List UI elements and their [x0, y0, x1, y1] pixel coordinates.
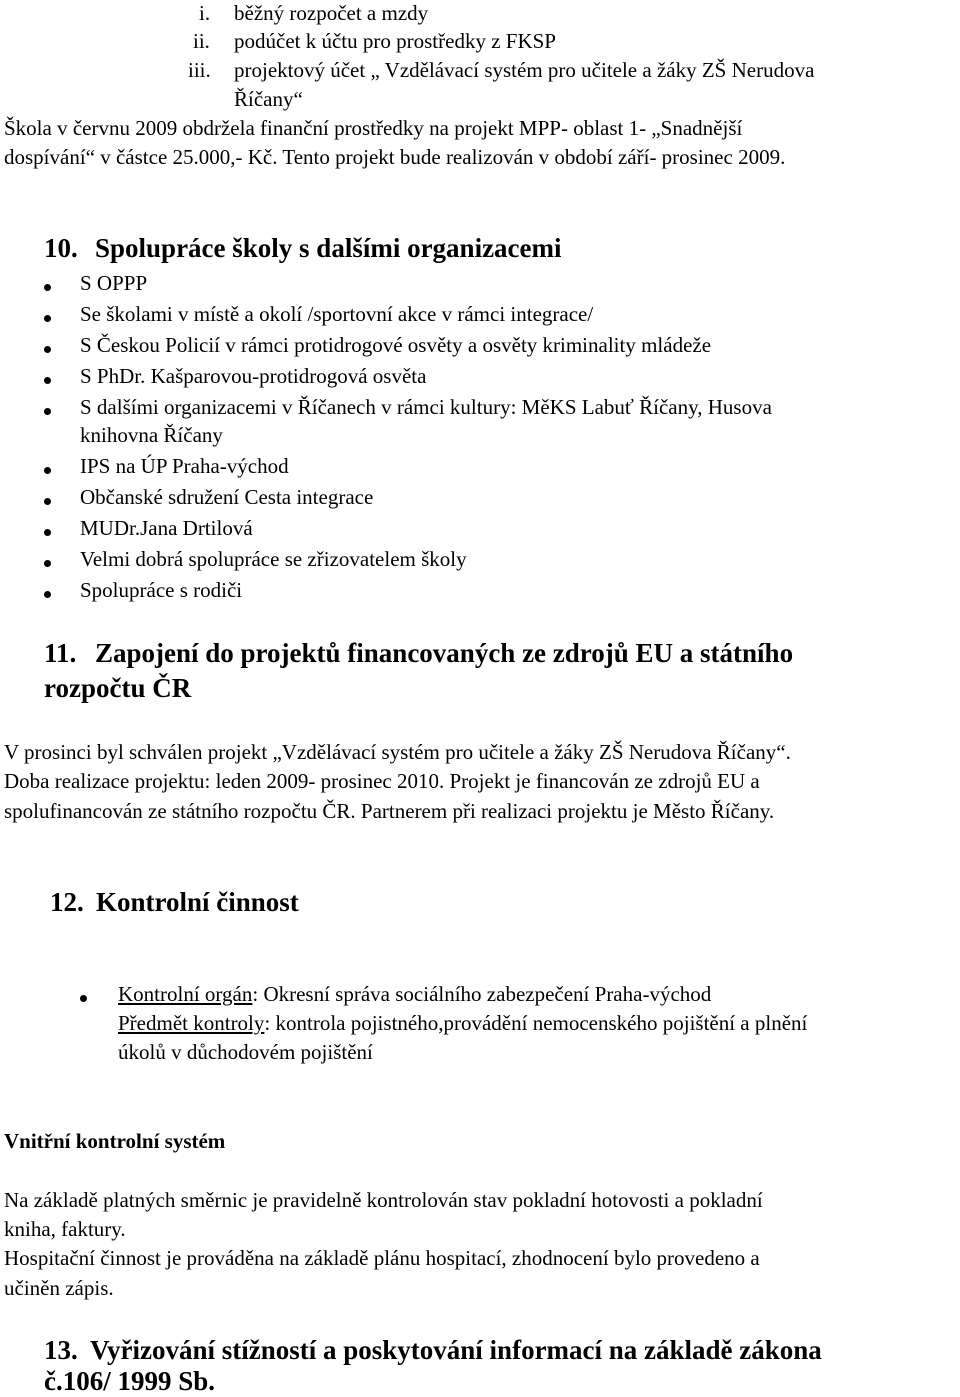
bullet-icon: [44, 498, 51, 505]
bullet-icon: [44, 377, 51, 384]
roman-item-2: podúčet k účtu pro prostředky z FKSP: [234, 29, 556, 53]
internal-line-2: kniha, faktury.: [4, 1217, 126, 1241]
section-13-title-line-1: Vyřizování stížností a poskytování informací na základě zákona: [90, 1335, 822, 1365]
roman-item-3-cont: Říčany“: [234, 87, 303, 111]
section-12-number: 12.: [50, 887, 84, 917]
bullet-icon: [44, 315, 51, 322]
s10-item-9: Velmi dobrá spolupráce se zřizovatelem školy: [80, 547, 467, 571]
s11-para-line-2: Doba realizace projektu: leden 2009- prosinec 2010. Projekt je financován ze zdrojů EU a: [4, 769, 760, 793]
s10-item-6: IPS na ÚP Praha-východ: [80, 454, 289, 478]
s10-item-2: Se školami v místě a okolí /sportovní akce v rámci integrace/: [80, 302, 594, 326]
internal-line-3: Hospitační činnost je prováděna na základě plánu hospitací, zhodnocení bylo provedeno a: [4, 1246, 760, 1270]
s10-item-10: Spolupráce s rodiči: [80, 578, 243, 602]
s10-item-5: S dalšími organizacemi v Říčanech v rámci kultury: MěKS Labuť Říčany, Husova: [80, 395, 772, 419]
control-organ-label: Kontrolní orgán: [118, 982, 253, 1006]
control-subject-line: [118, 1010, 807, 1036]
bullet-icon: [44, 408, 51, 415]
s10-item-3: S Českou Policií v rámci protidrogové osvěty a osvěty kriminality mládeže: [80, 333, 712, 357]
roman-num-3: iii.: [188, 58, 211, 82]
intro-line-2: dospívání“ v částce 25.000,- Kč. Tento projekt bude realizován v období září- prosinec 2009.: [4, 145, 786, 169]
section-11-number: 11.: [44, 638, 77, 668]
s10-item-5-cont: knihovna Říčany: [80, 423, 223, 447]
s10-item-1: S OPPP: [80, 271, 148, 295]
roman-num-2: ii.: [193, 29, 210, 53]
s11-para-line-3: spolufinancován ze státního rozpočtu ČR. Partnerem při realizaci projektu je Město Říčany.: [4, 799, 775, 823]
section-10-number: 10.: [44, 233, 78, 263]
control-subject-text: : kontrola pojistného,provádění nemocenského pojištění a plnění: [264, 1011, 808, 1035]
section-13-number: 13.: [44, 1335, 78, 1365]
internal-line-4: učiněn zápis.: [4, 1276, 114, 1300]
section-11-title-line-2: rozpočtu ČR: [44, 673, 192, 703]
section-13-title-line-2: č.106/ 1999 Sb.: [44, 1366, 216, 1396]
bullet-icon: [44, 529, 51, 536]
bullet-icon: [44, 284, 51, 291]
roman-item-1: běžný rozpočet a mzdy: [234, 1, 429, 25]
control-organ-line: [118, 981, 711, 1007]
bullet-icon: [44, 591, 51, 598]
control-organ-text: : Okresní správa sociálního zabezpečení Praha-východ: [252, 982, 712, 1006]
roman-num-1: i.: [199, 1, 211, 25]
s10-item-4: S PhDr. Kašparovou-protidrogová osvěta: [80, 364, 427, 388]
section-10-title: Spolupráce školy s dalšími organizacemi: [95, 233, 562, 263]
internal-control-title: Vnitřní kontrolní systém: [4, 1129, 226, 1153]
bullet-icon: [44, 560, 51, 567]
control-subject-label: Předmět kontroly: [118, 1011, 265, 1035]
section-11-title-line-1: Zapojení do projektů financovaných ze zdrojů EU a státního: [95, 638, 794, 668]
roman-item-3: projektový účet „ Vzdělávací systém pro učitele a žáky ZŠ Nerudova: [234, 58, 815, 82]
s10-item-8: MUDr.Jana Drtilová: [80, 516, 253, 540]
bullet-icon: [80, 995, 87, 1002]
s10-item-7: Občanské sdružení Cesta integrace: [80, 485, 374, 509]
bullet-icon: [44, 346, 51, 353]
intro-line-1: Škola v červnu 2009 obdržela finanční prostředky na projekt MPP- oblast 1- „Snadnější: [4, 116, 743, 140]
control-subject-cont: úkolů v důchodovém pojištění: [118, 1040, 373, 1064]
section-12-title: Kontrolní činnost: [96, 887, 299, 917]
s11-para-line-1: V prosinci byl schválen projekt „Vzdělávací systém pro učitele a žáky ZŠ Nerudova Říčany“.: [4, 740, 791, 764]
bullet-icon: [44, 467, 51, 474]
internal-line-1: Na základě platných směrnic je pravidelně kontrolován stav pokladní hotovosti a pokladní: [4, 1188, 763, 1212]
